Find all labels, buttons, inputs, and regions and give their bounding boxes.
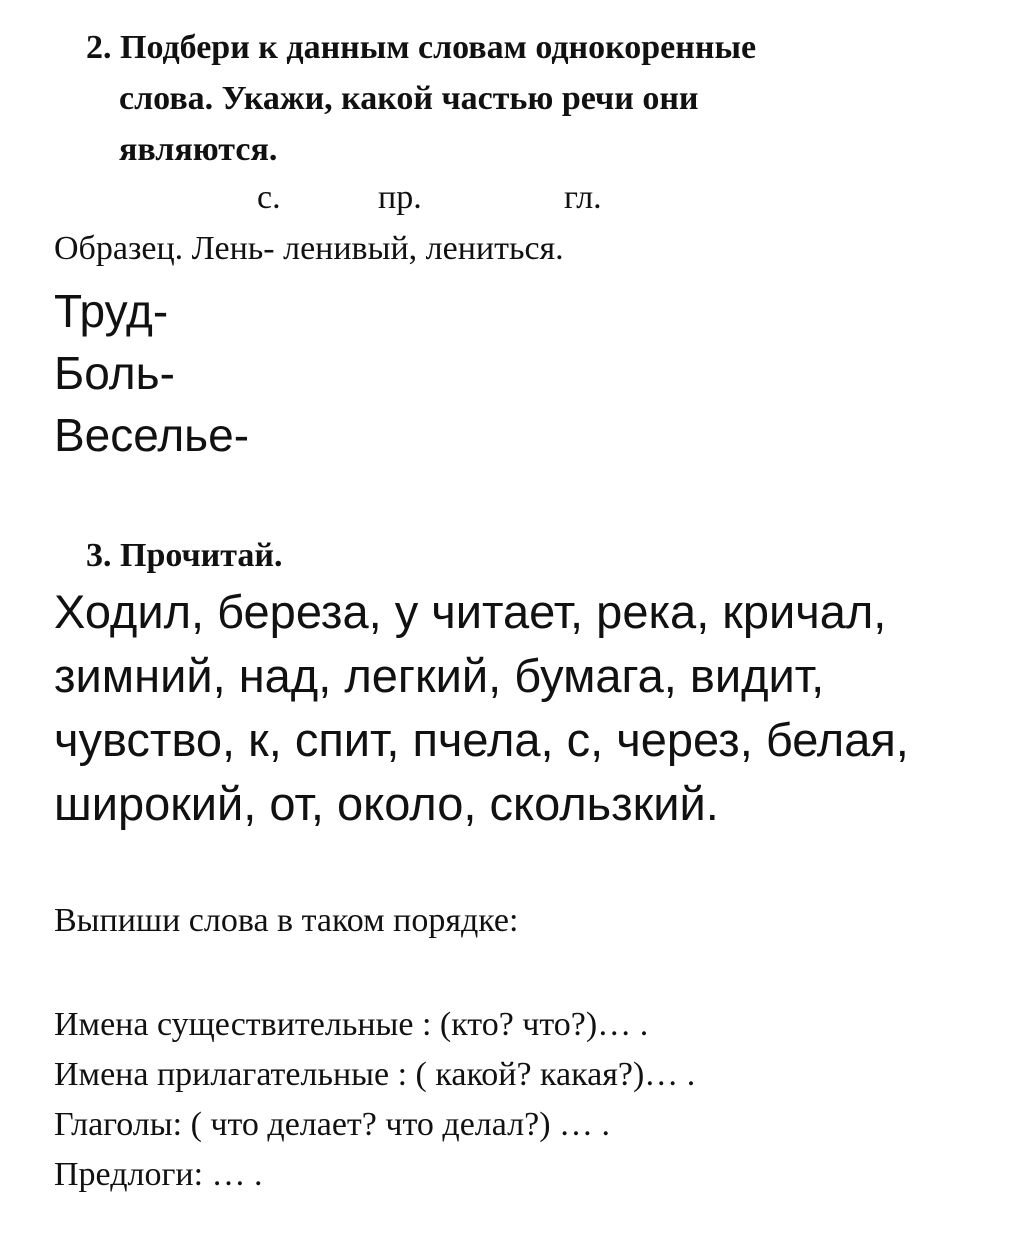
sample-line: Образец. Лень- ленивый, лениться.	[54, 230, 564, 267]
reading-text-line: широкий, от, около, скользкий.	[54, 777, 719, 830]
word-item: Веселье-	[54, 409, 250, 461]
pos-label-adjective: пр.	[378, 179, 422, 216]
task2-word-list	[54, 280, 249, 466]
task3-heading: 3. Прочитай.	[86, 537, 283, 574]
reading-text-line: чувство, к, спит, пчела, с, через, белая,	[54, 713, 909, 766]
pos-label-noun: с.	[257, 179, 281, 216]
task3-instruction: Выпиши слова в таком порядке:	[54, 902, 519, 939]
task2-heading-line-3: являются.	[119, 131, 278, 168]
word-item: Труд-	[54, 285, 169, 337]
category-prepositions: Предлоги: … .	[54, 1156, 263, 1193]
task3-reading-text	[54, 580, 974, 836]
category-adjectives: Имена прилагательные : ( какой? какая?)… .	[54, 1056, 696, 1093]
pos-label-verb: гл.	[564, 179, 602, 216]
task3-category-list	[54, 1000, 695, 1200]
reading-text-line: Ходил, береза, у читает, река, кричал,	[54, 585, 887, 638]
word-item: Боль-	[54, 347, 175, 399]
task2-heading-line-1: 2. Подбери к данным словам однокоренные	[86, 29, 757, 66]
task2-heading-line-2: слова. Укажи, какой частью речи они	[119, 80, 699, 117]
task2-heading	[86, 22, 926, 175]
category-verbs: Глаголы: ( что делает? что делал?) … .	[54, 1106, 611, 1143]
category-nouns: Имена существительные : (кто? что?)… .	[54, 1006, 649, 1043]
reading-text-line: зимний, над, легкий, бумага, видит,	[54, 649, 825, 702]
